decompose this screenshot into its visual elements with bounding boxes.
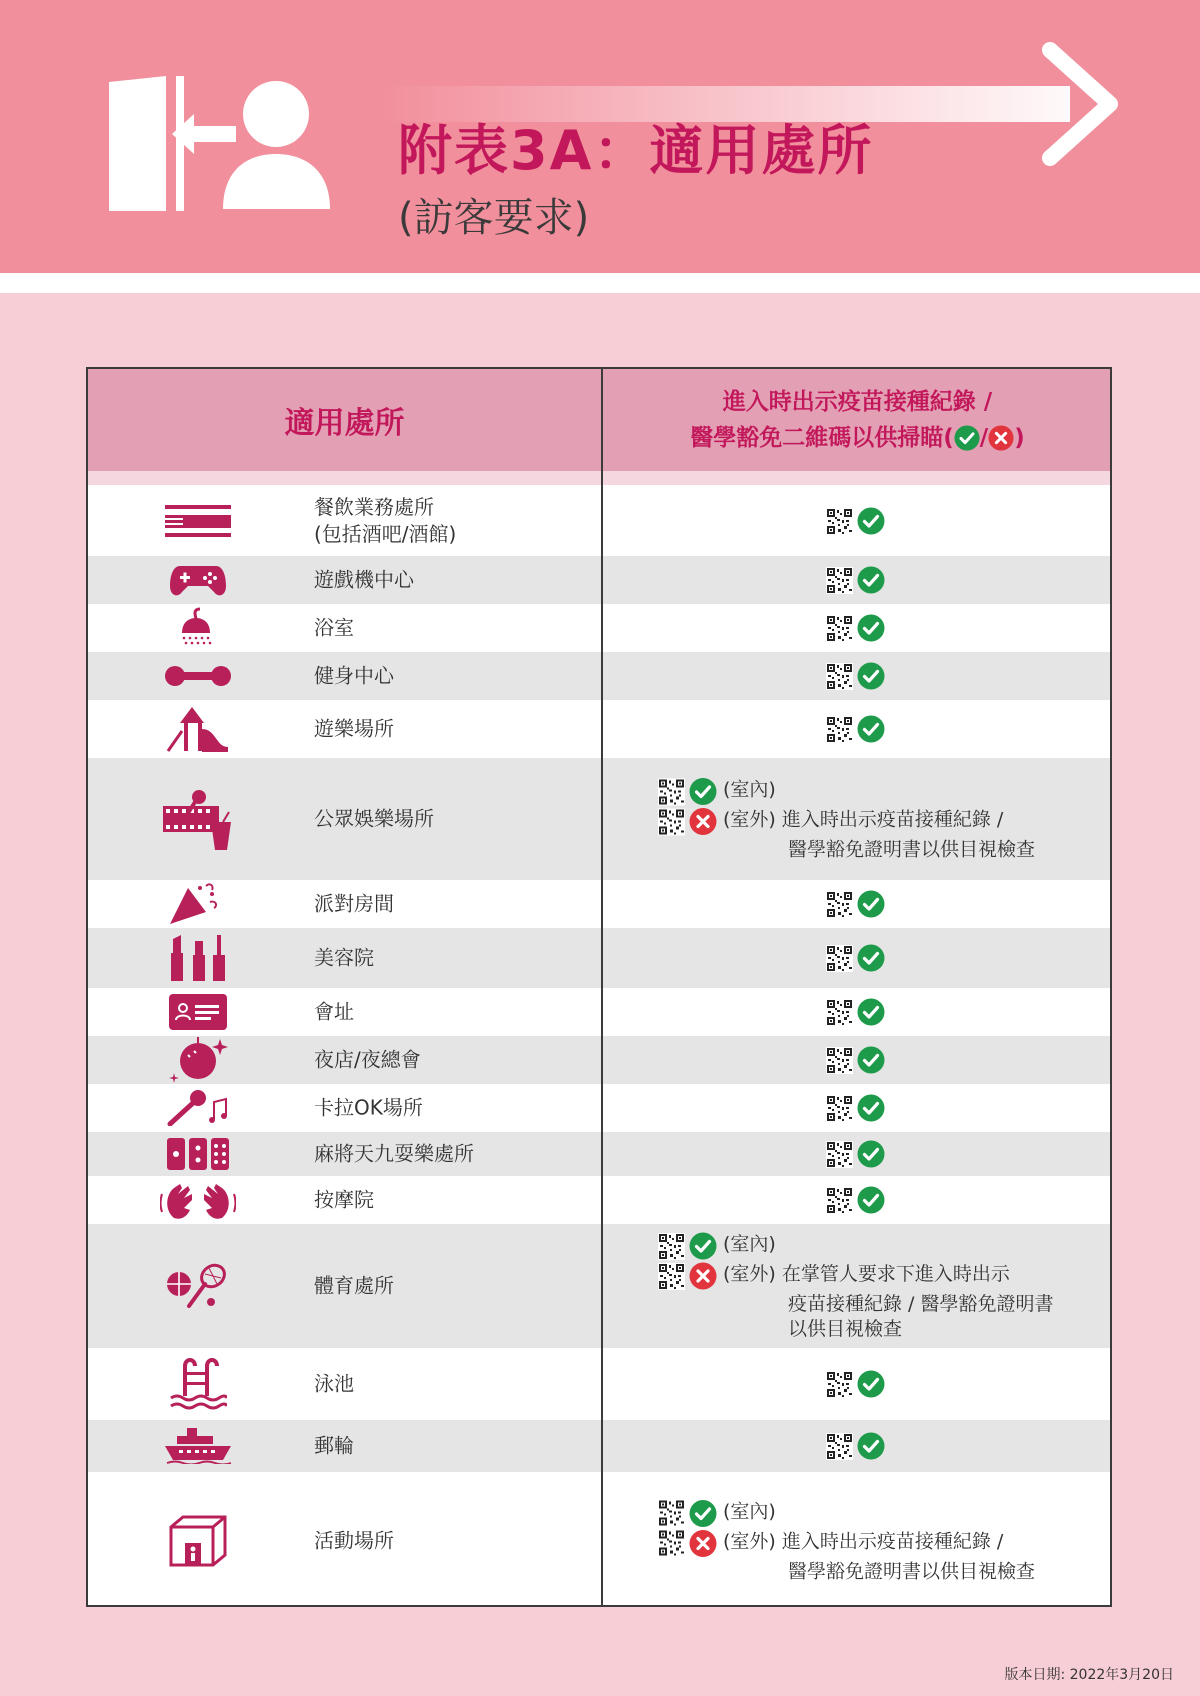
premises-name: 活動場所 [314,1528,394,1552]
check-icon [857,890,885,918]
person-icon [223,81,330,209]
premises-name: 美容院 [314,945,374,970]
premises-name: 麻將天九耍樂處所 [314,1141,474,1166]
qr-code-icon [826,1187,853,1214]
table-row [88,1036,1110,1084]
table-row [88,758,1110,880]
table-row [88,1224,1110,1348]
massage-hands-icon [160,1180,236,1220]
check-icon [857,1094,885,1122]
table-row [88,1472,1110,1607]
qr-code-icon [826,567,853,594]
table-row [88,1348,1110,1420]
sports-icon [165,1262,231,1310]
disco-ball-icon [168,1037,228,1083]
page-title: 附表3A：適用處所 [398,119,874,182]
cruise-ship-icon [165,1428,231,1464]
premises-name: 郵輪 [314,1433,354,1458]
table-row [88,1176,1110,1224]
check-icon [857,715,885,743]
check-icon [857,614,885,642]
check-icon [954,425,980,451]
premises-name: 公眾娛樂場所 [314,806,434,831]
party-popper-icon [168,882,228,926]
requirement-detail: (室內) (室外) 進入時出示疫苗接種紀錄 / 醫學豁免證明書以供目視檢查 [658,776,1035,863]
venue-icon [169,1515,227,1567]
cross-icon [689,1262,717,1290]
table-row [88,928,1110,988]
table-row [88,1084,1110,1132]
requirement-status [826,1140,885,1168]
qr-code-icon [826,1095,853,1122]
requirement-status [826,1432,885,1460]
qr-code-icon [658,1263,685,1290]
check-icon [857,1140,885,1168]
playground-icon [166,705,230,753]
cosmetics-icon [169,935,227,981]
qr-code-icon [826,716,853,743]
requirement-detail: (室內) (室外) 在掌管人要求下進入時出示 疫苗接種紀錄 / 醫學豁免證明書 以供目視檢查 [658,1230,1053,1342]
requirement-status [826,1046,885,1074]
check-icon [857,944,885,972]
requirement-status [826,662,885,690]
qr-code-icon [658,778,685,805]
premises-name: 遊樂場所 [314,716,394,741]
premises-table [86,367,1112,1607]
check-icon [857,998,885,1026]
table-row [88,652,1110,700]
col-header-requirement: 進入時出示疫苗接種紀錄 / 醫學豁免二維碼以供掃瞄( / ) [690,389,1025,451]
dumbbell-icon [164,665,232,687]
swimming-pool-icon [169,1356,227,1412]
qr-code-icon [826,1433,853,1460]
premises-name: 夜店/夜總會 [314,1047,421,1072]
check-icon [857,1046,885,1074]
premises-name: 體育處所 [314,1273,394,1298]
premises-name: 派對房間 [314,891,394,916]
qr-code-icon [658,1500,685,1527]
premises-name: 會址 [314,999,354,1024]
header-banner [0,0,1200,273]
check-icon [857,1186,885,1214]
requirement-status [826,507,885,535]
table-row [88,604,1110,652]
requirement-status [826,614,885,642]
table-row [88,700,1110,758]
requirement-status [826,890,885,918]
column-divider [601,369,603,1605]
premises-name: 健身中心 [314,663,394,688]
shower-icon [178,607,218,649]
cutlery-icon [165,504,231,538]
qr-code-icon [826,945,853,972]
requirement-status [826,566,885,594]
requirement-status [826,998,885,1026]
check-icon [689,778,717,806]
qr-code-icon [826,615,853,642]
requirement-status [826,1186,885,1214]
table-header [88,369,1110,485]
table-row [88,486,1110,556]
check-icon [857,566,885,594]
requirement-status [826,944,885,972]
check-icon [857,1432,885,1460]
door-enter-icon [106,76,356,216]
check-icon [689,1499,717,1527]
premises-name: 泳池 [314,1371,354,1396]
qr-code-icon [826,508,853,535]
table-row [88,1132,1110,1176]
table-row [88,880,1110,928]
requirement-status [826,715,885,743]
header-divider [0,273,1200,293]
check-icon [689,1232,717,1260]
microphone-icon [166,1090,230,1126]
premises-name: 浴室 [314,615,354,640]
page-subtitle: (訪客要求) [398,195,590,241]
premises-name: 遊戲機中心 [314,567,414,592]
cinema-icon [163,788,233,850]
check-icon [857,507,885,535]
check-icon [857,1370,885,1398]
membership-card-icon [169,994,227,1030]
qr-code-icon [658,1233,685,1260]
premises-name: 餐飲業務處所 (包括酒吧/酒館) [314,495,457,546]
qr-code-icon [826,891,853,918]
requirement-detail: (室內) (室外) 進入時出示疫苗接種紀錄 / 醫學豁免證明書以供目視檢查 [658,1497,1035,1584]
qr-code-icon [826,1141,853,1168]
cross-icon [689,808,717,836]
mahjong-icon [167,1138,229,1170]
gamepad-icon [170,562,226,598]
premises-name: 按摩院 [314,1187,374,1212]
table-row [88,556,1110,604]
qr-code-icon [658,1530,685,1557]
premises-name: 卡拉OK場所 [314,1095,423,1120]
check-icon [857,662,885,690]
version-date: 版本日期: 2022年3月20日 [1004,1667,1174,1683]
table-row [88,1420,1110,1472]
qr-code-icon [826,999,853,1026]
qr-code-icon [826,663,853,690]
qr-code-icon [826,1371,853,1398]
requirement-status [826,1094,885,1122]
table-row [88,988,1110,1036]
requirement-status [826,1370,885,1398]
cross-icon [689,1529,717,1557]
qr-code-icon [658,808,685,835]
qr-code-icon [826,1047,853,1074]
col-header-premises: 適用處所 [284,406,405,441]
cross-icon [988,425,1014,451]
